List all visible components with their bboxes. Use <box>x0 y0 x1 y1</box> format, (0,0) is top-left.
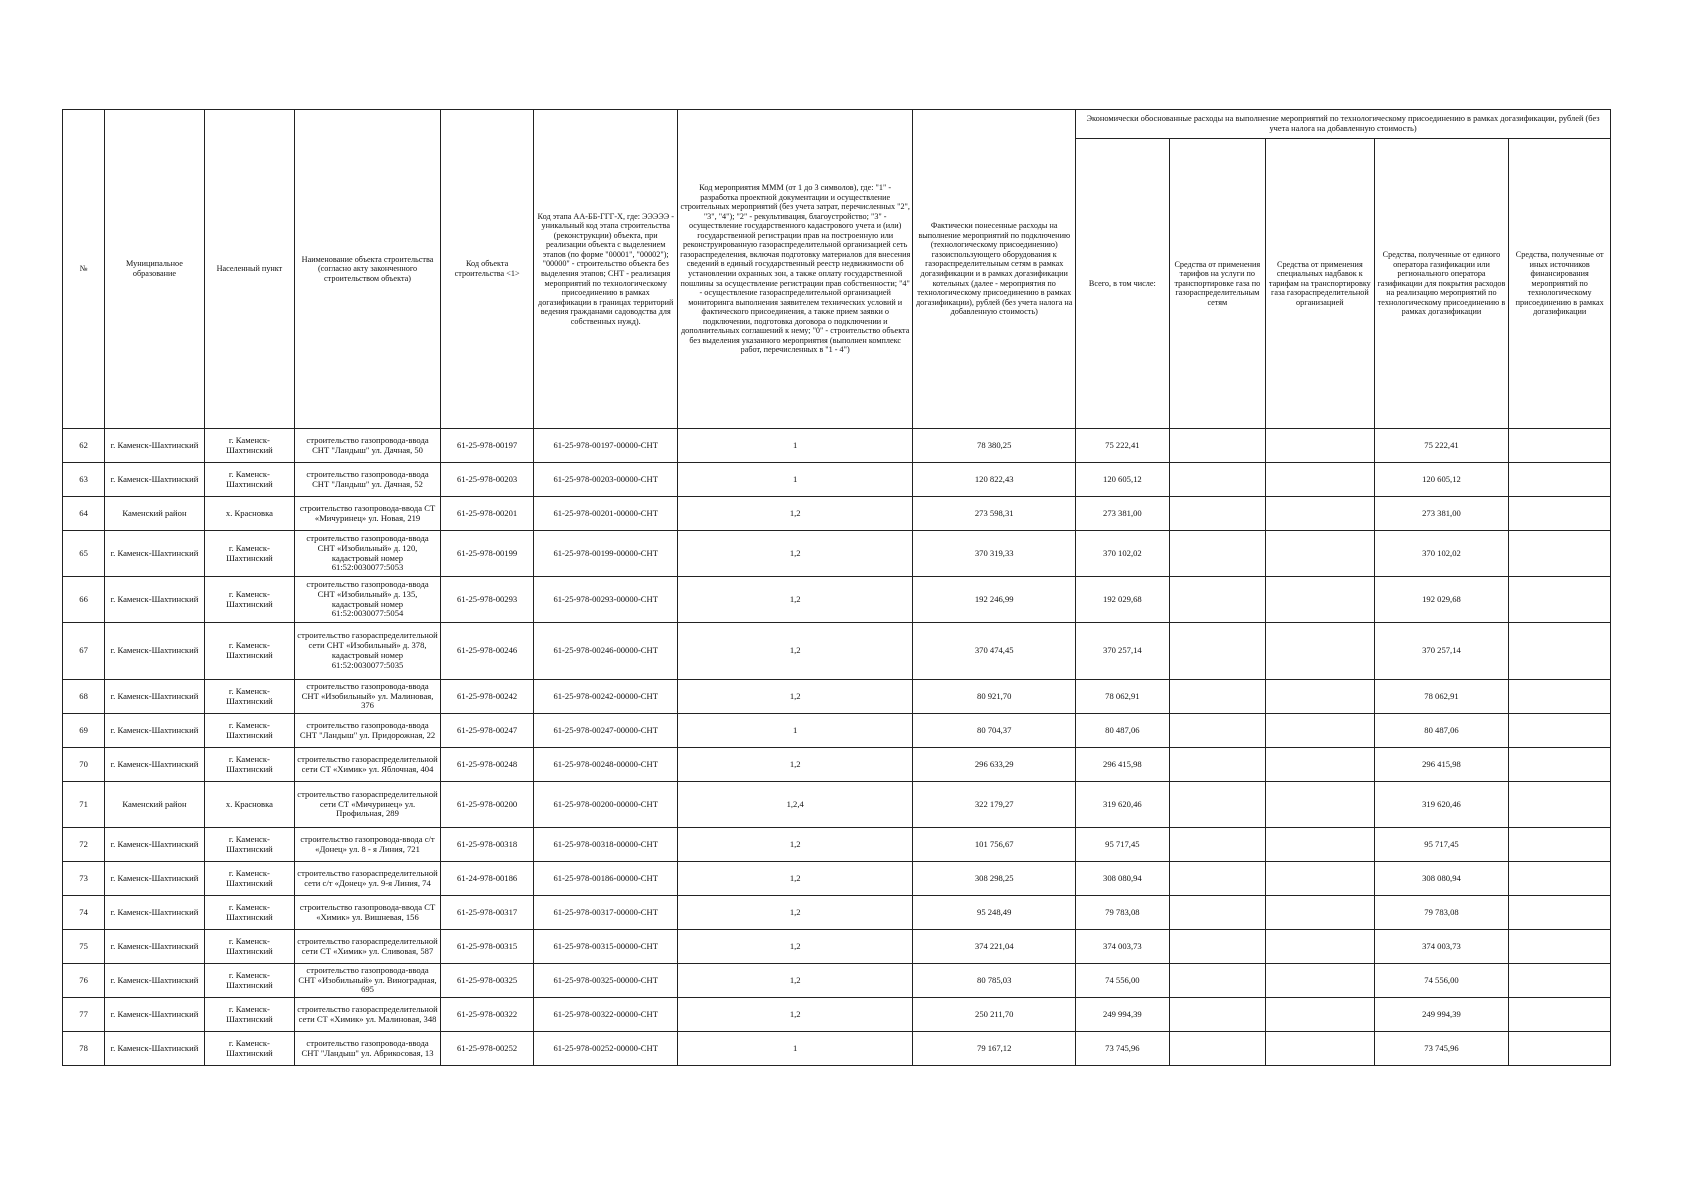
settlement-cell: х. Красновка <box>204 782 294 828</box>
operator-funds-cell: 308 080,94 <box>1374 862 1509 896</box>
object-name-cell: строительство газопровода-ввода СНТ "Ландыш" ул. Дачная, 52 <box>295 463 441 497</box>
event-code-cell: 1,2 <box>678 577 913 623</box>
table-row <box>63 964 1611 998</box>
operator-funds-cell: 120 605,12 <box>1374 463 1509 497</box>
municipality-cell: г. Каменск-Шахтинский <box>105 680 205 714</box>
object-name-cell: строительство газораспределительной сети СТ «Мичуринец» ул. Профильная, 289 <box>295 782 441 828</box>
operator-funds-cell: 249 994,39 <box>1374 998 1509 1032</box>
object-code-cell: 61-25-978-00325 <box>440 964 533 998</box>
tariff-funds-cell <box>1169 497 1265 531</box>
header-settlement: Населенный пункт <box>204 110 294 429</box>
row-number: 64 <box>63 497 105 531</box>
object-name-cell: строительство газораспределительной сети СТ «Химик» ул. Сливовая, 587 <box>295 930 441 964</box>
settlement-cell: г. Каменск-Шахтинский <box>204 896 294 930</box>
tariff-funds-cell <box>1169 623 1265 680</box>
total-cell: 75 222,41 <box>1076 429 1169 463</box>
other-funds-cell <box>1509 828 1611 862</box>
header-surcharge-funds: Средства от применения специальных надбавок к тарифам на транспортировку газа газораспределительной организацией <box>1266 139 1375 429</box>
table-row <box>63 714 1611 748</box>
object-code-cell: 61-25-978-00248 <box>440 748 533 782</box>
tariff-funds-cell <box>1169 531 1265 577</box>
event-code-cell: 1,2,4 <box>678 782 913 828</box>
operator-funds-cell: 319 620,46 <box>1374 782 1509 828</box>
row-number: 73 <box>63 862 105 896</box>
object-name-cell: строительство газопровода-ввода с/т «Донец» ул. 8 - я Линия, 721 <box>295 828 441 862</box>
actual-costs-cell: 192 246,99 <box>913 577 1076 623</box>
settlement-cell: г. Каменск-Шахтинский <box>204 714 294 748</box>
other-funds-cell <box>1509 623 1611 680</box>
total-cell: 192 029,68 <box>1076 577 1169 623</box>
table-row <box>63 463 1611 497</box>
settlement-cell: г. Каменск-Шахтинский <box>204 862 294 896</box>
settlement-cell: г. Каменск-Шахтинский <box>204 429 294 463</box>
header-object-name: Наименование объекта строительства (согласно акту законченного строительством объекта) <box>295 110 441 429</box>
operator-funds-cell: 74 556,00 <box>1374 964 1509 998</box>
header-municipality: Муниципальное образование <box>105 110 205 429</box>
tariff-funds-cell <box>1169 429 1265 463</box>
event-code-cell: 1,2 <box>678 828 913 862</box>
object-name-cell: строительство газораспределительной сети с/т «Донец» ул. 9-я Линия, 74 <box>295 862 441 896</box>
municipality-cell: г. Каменск-Шахтинский <box>105 896 205 930</box>
object-name-cell: строительство газопровода-ввода СНТ "Ландыш" ул. Придорожная, 22 <box>295 714 441 748</box>
table-row <box>63 862 1611 896</box>
stage-code-cell: 61-25-978-00197-00000-СНТ <box>534 429 678 463</box>
row-number: 72 <box>63 828 105 862</box>
object-code-cell: 61-25-978-00247 <box>440 714 533 748</box>
actual-costs-cell: 370 319,33 <box>913 531 1076 577</box>
row-number: 76 <box>63 964 105 998</box>
settlement-cell: г. Каменск-Шахтинский <box>204 1032 294 1066</box>
stage-code-cell: 61-25-978-00200-00000-СНТ <box>534 782 678 828</box>
surcharge-funds-cell <box>1266 998 1375 1032</box>
settlement-cell: г. Каменск-Шахтинский <box>204 964 294 998</box>
actual-costs-cell: 250 211,70 <box>913 998 1076 1032</box>
header-event-code: Код мероприятия МММ (от 1 до 3 символов), где: "1" - разработка проектной документации и осуществление строительных мероприятий (без учета затрат, перечисленных "2", "3", "4"); "2" - рекультивация, благоустройство; "3" - осуществление государственного кадастрового учета и (или) государственной регистрации прав на построенную или реконструированную газораспределительной организацией сеть газораспределения, включая подготовку материалов для внесения сведений в единый государственный реестр недвижимости об установлении охранных зон, а также оплату государственной пошлины за осуществление регистрации прав собственности; "4" - осуществление газораспределительной организацией мониторинга выполнения заявителем технических условий и фактического присоединения, а также прием заявки о подключении, подготовка договора о подключении и дополнительных соглашений к нему; "0" - строительство объекта без выделения указанного мероприятия (выполнен комплекс работ, перечисленных в "1 - 4") <box>678 110 913 429</box>
settlement-cell: г. Каменск-Шахтинский <box>204 748 294 782</box>
municipality-cell: г. Каменск-Шахтинский <box>105 623 205 680</box>
event-code-cell: 1,2 <box>678 531 913 577</box>
object-name-cell: строительство газопровода-ввода СНТ "Ландыш" ул. Абрикосовая, 13 <box>295 1032 441 1066</box>
stage-code-cell: 61-25-978-00315-00000-СНТ <box>534 930 678 964</box>
actual-costs-cell: 101 756,67 <box>913 828 1076 862</box>
row-number: 66 <box>63 577 105 623</box>
settlement-cell: г. Каменск-Шахтинский <box>204 463 294 497</box>
table-row <box>63 930 1611 964</box>
tariff-funds-cell <box>1169 680 1265 714</box>
table-row <box>63 828 1611 862</box>
object-name-cell: строительство газопровода-ввода СТ «Химик» ул. Вишневая, 156 <box>295 896 441 930</box>
tariff-funds-cell <box>1169 964 1265 998</box>
object-name-cell: строительство газопровода-ввода СТ «Мичуринец» ул. Новая, 219 <box>295 497 441 531</box>
settlement-cell: г. Каменск-Шахтинский <box>204 680 294 714</box>
settlement-cell: г. Каменск-Шахтинский <box>204 998 294 1032</box>
total-cell: 80 487,06 <box>1076 714 1169 748</box>
municipality-cell: г. Каменск-Шахтинский <box>105 714 205 748</box>
other-funds-cell <box>1509 782 1611 828</box>
event-code-cell: 1,2 <box>678 930 913 964</box>
stage-code-cell: 61-25-978-00293-00000-СНТ <box>534 577 678 623</box>
stage-code-cell: 61-25-978-00325-00000-СНТ <box>534 964 678 998</box>
actual-costs-cell: 374 221,04 <box>913 930 1076 964</box>
stage-code-cell: 61-25-978-00186-00000-СНТ <box>534 862 678 896</box>
municipality-cell: г. Каменск-Шахтинский <box>105 930 205 964</box>
table-row <box>63 429 1611 463</box>
other-funds-cell <box>1509 998 1611 1032</box>
object-name-cell: строительство газораспределительной сети СНТ «Изобильный» д. 378, кадастровый номер 61:52:0030077:5035 <box>295 623 441 680</box>
tariff-funds-cell <box>1169 577 1265 623</box>
total-cell: 374 003,73 <box>1076 930 1169 964</box>
surcharge-funds-cell <box>1266 964 1375 998</box>
other-funds-cell <box>1509 531 1611 577</box>
object-code-cell: 61-25-978-00242 <box>440 680 533 714</box>
other-funds-cell <box>1509 714 1611 748</box>
total-cell: 95 717,45 <box>1076 828 1169 862</box>
other-funds-cell <box>1509 497 1611 531</box>
municipality-cell: г. Каменск-Шахтинский <box>105 463 205 497</box>
settlement-cell: г. Каменск-Шахтинский <box>204 828 294 862</box>
surcharge-funds-cell <box>1266 714 1375 748</box>
object-name-cell: строительство газопровода-ввода СНТ «Изобильный» д. 135, кадастровый номер 61:52:0030077:5054 <box>295 577 441 623</box>
row-number: 75 <box>63 930 105 964</box>
actual-costs-cell: 79 167,12 <box>913 1032 1076 1066</box>
operator-funds-cell: 75 222,41 <box>1374 429 1509 463</box>
event-code-cell: 1,2 <box>678 680 913 714</box>
event-code-cell: 1,2 <box>678 862 913 896</box>
total-cell: 78 062,91 <box>1076 680 1169 714</box>
event-code-cell: 1,2 <box>678 896 913 930</box>
object-code-cell: 61-24-978-00186 <box>440 862 533 896</box>
actual-costs-cell: 80 785,03 <box>913 964 1076 998</box>
table-row <box>63 623 1611 680</box>
surcharge-funds-cell <box>1266 782 1375 828</box>
object-name-cell: строительство газораспределительной сети СТ «Химик» ул. Яблочная, 404 <box>295 748 441 782</box>
object-name-cell: строительство газораспределительной сети СТ «Химик» ул. Малиновая, 348 <box>295 998 441 1032</box>
object-name-cell: строительство газопровода-ввода СНТ «Изобильный» д. 120, кадастровый номер 61:52:0030077:5053 <box>295 531 441 577</box>
operator-funds-cell: 79 783,08 <box>1374 896 1509 930</box>
municipality-cell: г. Каменск-Шахтинский <box>105 748 205 782</box>
total-cell: 73 745,96 <box>1076 1032 1169 1066</box>
object-code-cell: 61-25-978-00315 <box>440 930 533 964</box>
other-funds-cell <box>1509 577 1611 623</box>
header-other-funds: Средства, полученные от иных источников финансирования мероприятий по технологическому присоединению в рамках догазификации <box>1509 139 1611 429</box>
tariff-funds-cell <box>1169 1032 1265 1066</box>
operator-funds-cell: 273 381,00 <box>1374 497 1509 531</box>
municipality-cell: г. Каменск-Шахтинский <box>105 577 205 623</box>
table-row <box>63 998 1611 1032</box>
header-economic-costs: Экономически обоснованные расходы на выполнение мероприятий по технологическому присоединению в рамках догазификации, рублей (без учета налога на добавленную стоимость) <box>1076 110 1611 139</box>
row-number: 70 <box>63 748 105 782</box>
event-code-cell: 1 <box>678 714 913 748</box>
other-funds-cell <box>1509 429 1611 463</box>
operator-funds-cell: 370 102,02 <box>1374 531 1509 577</box>
row-number: 74 <box>63 896 105 930</box>
stage-code-cell: 61-25-978-00246-00000-СНТ <box>534 623 678 680</box>
event-code-cell: 1,2 <box>678 623 913 680</box>
tariff-funds-cell <box>1169 463 1265 497</box>
surcharge-funds-cell <box>1266 748 1375 782</box>
actual-costs-cell: 120 822,43 <box>913 463 1076 497</box>
stage-code-cell: 61-25-978-00242-00000-СНТ <box>534 680 678 714</box>
actual-costs-cell: 296 633,29 <box>913 748 1076 782</box>
row-number: 67 <box>63 623 105 680</box>
municipality-cell: Каменский район <box>105 497 205 531</box>
municipality-cell: г. Каменск-Шахтинский <box>105 531 205 577</box>
row-number: 65 <box>63 531 105 577</box>
municipality-cell: г. Каменск-Шахтинский <box>105 828 205 862</box>
total-cell: 74 556,00 <box>1076 964 1169 998</box>
surcharge-funds-cell <box>1266 623 1375 680</box>
object-name-cell: строительство газопровода-ввода СНТ «Изобильный» ул. Малиновая, 376 <box>295 680 441 714</box>
operator-funds-cell: 374 003,73 <box>1374 930 1509 964</box>
stage-code-cell: 61-25-978-00201-00000-СНТ <box>534 497 678 531</box>
object-code-cell: 61-25-978-00293 <box>440 577 533 623</box>
surcharge-funds-cell <box>1266 930 1375 964</box>
event-code-cell: 1,2 <box>678 964 913 998</box>
object-code-cell: 61-25-978-00322 <box>440 998 533 1032</box>
table-row <box>63 1032 1611 1066</box>
other-funds-cell <box>1509 964 1611 998</box>
table-row <box>63 680 1611 714</box>
row-number: 78 <box>63 1032 105 1066</box>
surcharge-funds-cell <box>1266 862 1375 896</box>
municipality-cell: Каменский район <box>105 782 205 828</box>
tariff-funds-cell <box>1169 930 1265 964</box>
municipality-cell: г. Каменск-Шахтинский <box>105 429 205 463</box>
municipality-cell: г. Каменск-Шахтинский <box>105 862 205 896</box>
table-row <box>63 748 1611 782</box>
total-cell: 370 102,02 <box>1076 531 1169 577</box>
total-cell: 120 605,12 <box>1076 463 1169 497</box>
total-cell: 273 381,00 <box>1076 497 1169 531</box>
object-code-cell: 61-25-978-00199 <box>440 531 533 577</box>
object-code-cell: 61-25-978-00197 <box>440 429 533 463</box>
tariff-funds-cell <box>1169 748 1265 782</box>
operator-funds-cell: 95 717,45 <box>1374 828 1509 862</box>
operator-funds-cell: 73 745,96 <box>1374 1032 1509 1066</box>
actual-costs-cell: 370 474,45 <box>913 623 1076 680</box>
settlement-cell: г. Каменск-Шахтинский <box>204 623 294 680</box>
stage-code-cell: 61-25-978-00199-00000-СНТ <box>534 531 678 577</box>
stage-code-cell: 61-25-978-00248-00000-СНТ <box>534 748 678 782</box>
tariff-funds-cell <box>1169 714 1265 748</box>
tariff-funds-cell <box>1169 862 1265 896</box>
total-cell: 79 783,08 <box>1076 896 1169 930</box>
surcharge-funds-cell <box>1266 828 1375 862</box>
table-row <box>63 782 1611 828</box>
event-code-cell: 1,2 <box>678 998 913 1032</box>
table-row <box>63 531 1611 577</box>
operator-funds-cell: 80 487,06 <box>1374 714 1509 748</box>
operator-funds-cell: 192 029,68 <box>1374 577 1509 623</box>
table-row <box>63 497 1611 531</box>
operator-funds-cell: 78 062,91 <box>1374 680 1509 714</box>
event-code-cell: 1,2 <box>678 748 913 782</box>
event-code-cell: 1,2 <box>678 497 913 531</box>
object-code-cell: 61-25-978-00318 <box>440 828 533 862</box>
other-funds-cell <box>1509 862 1611 896</box>
stage-code-cell: 61-25-978-00318-00000-СНТ <box>534 828 678 862</box>
operator-funds-cell: 296 415,98 <box>1374 748 1509 782</box>
stage-code-cell: 61-25-978-00203-00000-СНТ <box>534 463 678 497</box>
actual-costs-cell: 273 598,31 <box>913 497 1076 531</box>
event-code-cell: 1 <box>678 1032 913 1066</box>
actual-costs-cell: 95 248,49 <box>913 896 1076 930</box>
surcharge-funds-cell <box>1266 497 1375 531</box>
header-stage-code: Код этапа АА-ББ-ГГГ-Х, где: ЭЭЭЭЭ - уникальный код этапа строительства (реконструкции) объекта, при реализации объекта с выделением этапов (по форме "00001", "00002"); "00000" - строительство объекта без выделения этапов; СНТ - реализация мероприятий по технологическому присоединению в рамках догазификации в границах территорий ведения гражданами садоводства для собственных нужд). <box>534 110 678 429</box>
surcharge-funds-cell <box>1266 429 1375 463</box>
object-code-cell: 61-25-978-00317 <box>440 896 533 930</box>
header-operator-funds: Средства, полученные от единого оператора газификации или регионального оператора газификации для покрытия расходов на реализацию мероприятий по технологическому присоединению в рамках догазификации <box>1374 139 1509 429</box>
surcharge-funds-cell <box>1266 680 1375 714</box>
total-cell: 308 080,94 <box>1076 862 1169 896</box>
row-number: 77 <box>63 998 105 1032</box>
row-number: 71 <box>63 782 105 828</box>
header-actual-costs: Фактически понесенные расходы на выполнение мероприятий по подключению (технологическому присоединению) газоиспользующего оборудования к газораспределительным сетям в рамках догазификации и в рамках догазификации котельных (далее - мероприятия по технологическому присоединению в рамках догазификации), рублей (без учета налога на добавленную стоимость) <box>913 110 1076 429</box>
header-total: Всего, в том числе: <box>1076 139 1169 429</box>
stage-code-cell: 61-25-978-00322-00000-СНТ <box>534 998 678 1032</box>
surcharge-funds-cell <box>1266 1032 1375 1066</box>
event-code-cell: 1 <box>678 429 913 463</box>
tariff-funds-cell <box>1169 782 1265 828</box>
surcharge-funds-cell <box>1266 531 1375 577</box>
actual-costs-cell: 80 704,37 <box>913 714 1076 748</box>
total-cell: 249 994,39 <box>1076 998 1169 1032</box>
surcharge-funds-cell <box>1266 896 1375 930</box>
table-row <box>63 577 1611 623</box>
actual-costs-cell: 80 921,70 <box>913 680 1076 714</box>
header-tariff-funds: Средства от применения тарифов на услуги по транспортировке газа по газораспределительным сетям <box>1169 139 1265 429</box>
object-code-cell: 61-25-978-00246 <box>440 623 533 680</box>
other-funds-cell <box>1509 930 1611 964</box>
other-funds-cell <box>1509 1032 1611 1066</box>
settlement-cell: г. Каменск-Шахтинский <box>204 531 294 577</box>
tariff-funds-cell <box>1169 998 1265 1032</box>
settlement-cell: х. Красновка <box>204 497 294 531</box>
object-code-cell: 61-25-978-00252 <box>440 1032 533 1066</box>
other-funds-cell <box>1509 748 1611 782</box>
stage-code-cell: 61-25-978-00252-00000-СНТ <box>534 1032 678 1066</box>
operator-funds-cell: 370 257,14 <box>1374 623 1509 680</box>
object-code-cell: 61-25-978-00201 <box>440 497 533 531</box>
object-name-cell: строительство газопровода-ввода СНТ «Изобильный» ул. Виноградная, 695 <box>295 964 441 998</box>
surcharge-funds-cell <box>1266 463 1375 497</box>
other-funds-cell <box>1509 680 1611 714</box>
total-cell: 319 620,46 <box>1076 782 1169 828</box>
settlement-cell: г. Каменск-Шахтинский <box>204 930 294 964</box>
object-name-cell: строительство газопровода-ввода СНТ "Ландыш" ул. Дачная, 50 <box>295 429 441 463</box>
tariff-funds-cell <box>1169 828 1265 862</box>
settlement-cell: г. Каменск-Шахтинский <box>204 577 294 623</box>
event-code-cell: 1 <box>678 463 913 497</box>
header-num: № <box>63 110 105 429</box>
actual-costs-cell: 78 380,25 <box>913 429 1076 463</box>
total-cell: 296 415,98 <box>1076 748 1169 782</box>
tariff-funds-cell <box>1169 896 1265 930</box>
stage-code-cell: 61-25-978-00317-00000-СНТ <box>534 896 678 930</box>
row-number: 68 <box>63 680 105 714</box>
header-object-code: Код объекта строительства <1> <box>440 110 533 429</box>
table-row <box>63 896 1611 930</box>
row-number: 63 <box>63 463 105 497</box>
other-funds-cell <box>1509 896 1611 930</box>
surcharge-funds-cell <box>1266 577 1375 623</box>
row-number: 62 <box>63 429 105 463</box>
municipality-cell: г. Каменск-Шахтинский <box>105 998 205 1032</box>
object-code-cell: 61-25-978-00200 <box>440 782 533 828</box>
expense-table <box>62 109 1611 1066</box>
actual-costs-cell: 322 179,27 <box>913 782 1076 828</box>
stage-code-cell: 61-25-978-00247-00000-СНТ <box>534 714 678 748</box>
object-code-cell: 61-25-978-00203 <box>440 463 533 497</box>
other-funds-cell <box>1509 463 1611 497</box>
municipality-cell: г. Каменск-Шахтинский <box>105 1032 205 1066</box>
total-cell: 370 257,14 <box>1076 623 1169 680</box>
actual-costs-cell: 308 298,25 <box>913 862 1076 896</box>
row-number: 69 <box>63 714 105 748</box>
municipality-cell: г. Каменск-Шахтинский <box>105 964 205 998</box>
